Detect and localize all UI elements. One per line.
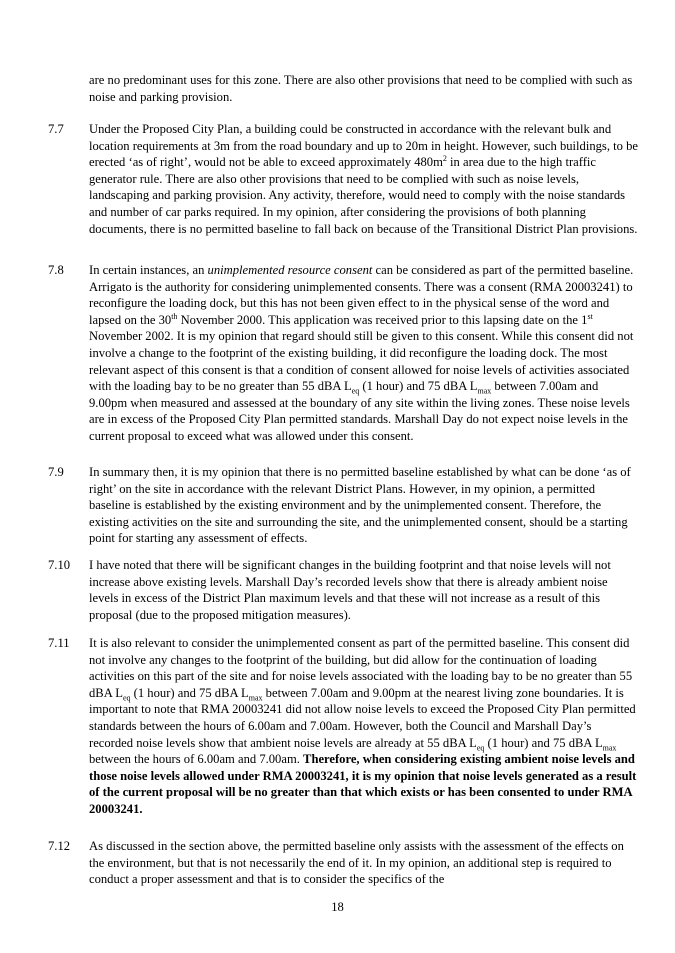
paragraph-7-8: [48, 262, 638, 445]
paragraph-7-10: [48, 557, 638, 623]
italic-term: unimplemented resource consent: [207, 263, 373, 277]
paragraph-text: It is also relevant to consider the unimplemented consent as part of the permitted baseline. This consent did not involve any changes to the footprint of the building, but did allow for the continuation of loading activities on this part of the site and for noise levels associated with the loading bay to be no greater than 55 dBA $L_{eq}$ (1 hour) and 75 dBA $L_{max}$ between 7.00am and 9.00pm at the nearest living zone boundaries. It is important to note that RMA 20003241 did not allow noise levels to exceed the Proposed City Plan permitted standards between the hours of 6.00am and 7.00am. However, both the Council and Marshall Day’s recorded noise levels show that ambient noise levels are already at 55 dBA $L_{eq}$ (1 hour) and 75 dBA $L_{max}$ between the hours of 6.00am and 7.00am. Therefore, when considering existing ambient noise levels and those noise levels allowed under RMA 20003241, it is my opinion that noise levels generated as a result of the current proposal will be no greater than that which exists or has been consented to under RMA 20003241.: [89, 636, 637, 816]
paragraph-number: 7.10: [48, 558, 71, 572]
paragraph-text: In summary then, it is my opinion that there is no permitted baseline established by what can be done ‘as of right’ on the site in accordance with the relevant District Plans. However, in my opinion, a permitted baseline is established by the existing environment and by the unimplemented consent. Therefore, the existing activities on the site and surrounding the site, and the unimplemented consent, should be a starting point for starting any assessment of effects.: [89, 465, 631, 546]
bold-conclusion: Therefore, when considering existing ambient noise levels and those noise levels allowed under RMA 20003241, it is my opinion that noise levels generated as a result of the current proposal will be no greater than that which exists or has been consented to under RMA 20003241.: [89, 752, 637, 816]
paragraph-text: Under the Proposed City Plan, a building could be constructed in accordance with the relevant bulk and location requirements at 3m from the road boundary and up to 20m in height. However, such buildings, to be erected ‘as of right’, would not be able to exceed approximately $480m^2$ in area due to the high traffic generator rule. There are also other provisions that need to be complied with such as noise levels, landscaping and parking provision. Any activity, therefore, would need to comply with the noise standards and number of car parks required. In my opinion, after considering the provisions of both planning documents, there is no permitted baseline to fall back on because of the Transitional District Plan provisions.: [89, 122, 638, 236]
paragraph-7-7: [48, 121, 638, 237]
paragraph-number: 7.12: [48, 839, 71, 853]
paragraph-number: 7.11: [48, 636, 70, 650]
paragraph-7-11: [48, 635, 638, 818]
paragraph-7-12: [48, 838, 638, 888]
continuation-text: are no predominant uses for this zone. There are also other provisions that need to be complied with such as noise and parking provision.: [89, 73, 633, 104]
paragraph-number: 7.7: [48, 122, 64, 136]
paragraph-number: 7.9: [48, 465, 64, 479]
paragraph-text: In certain instances, an unimplemented resource consent can be considered as part of the permitted baseline. Arrigato is the authority for considering unimplemented consents. There was a consent (RMA 20003241) to reconfigure the loading dock, but this has not been given effect to in the physical sense of the word and lapsed on the 30th November 2000. This application was received prior to this lapsing date on the 1st November 2002. It is my opinion that regard should still be given to this consent. While this consent did not involve a change to the footprint of the existing building, it did reconfigure the loading dock. The most relevant aspect of this consent is that a condition of consent allowed for noise levels of activities associated with the loading bay to be no greater than 55 dBA $L_{eq}$ (1 hour) and 75 dBA $L_{max}$ between 7.00am and 9.00pm when measured and assessed at the boundary of any site within the living zones. These noise levels are in excess of the Proposed City Plan permitted standards. Marshall Day do not expect noise levels in the current proposal to exceed what was allowed under this consent.: [89, 263, 634, 443]
paragraph-number: 7.8: [48, 263, 64, 277]
paragraph-text: As discussed in the section above, the permitted baseline only assists with the assessment of the effects on the environment, but that is not necessarily the end of it. In my opinion, an additional step is required to conduct a proper assessment and that is to consider the specifics of the: [89, 839, 624, 887]
paragraph-text: I have noted that there will be significant changes in the building footprint and that noise levels will not increase above existing levels. Marshall Day’s recorded levels show that there is already ambient noise levels in excess of the District Plan maximum levels and that these will not increase as a result of this proposal (due to the proposed mitigation measures).: [89, 558, 611, 622]
page-number: 18: [331, 900, 344, 914]
paragraph-7-9: [48, 464, 638, 547]
